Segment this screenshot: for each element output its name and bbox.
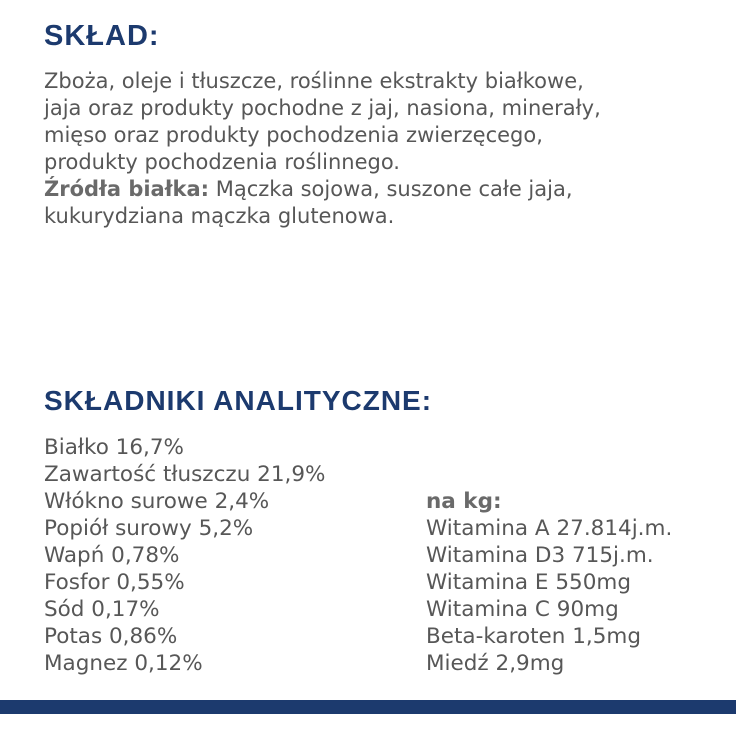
analytical-item: Sód 0,17%: [44, 597, 160, 622]
vitamin-item: Witamina D3 715j.m.: [426, 543, 654, 568]
composition-line: jaja oraz produkty pochodne z jaj, nasiona, minerały,: [44, 96, 601, 120]
protein-sources-line: [44, 176, 724, 203]
analytical-item: Włókno surowe 2,4%: [44, 489, 270, 514]
analytical-item: Wapń 0,78%: [44, 543, 180, 568]
vitamin-item: Beta-karoten 1,5mg: [426, 624, 642, 649]
analytical-item: Białko 16,7%: [44, 435, 184, 460]
composition-line: Zboża, oleje i tłuszcze, roślinne ekstrakty białkowe,: [44, 69, 584, 93]
vitamin-item: Witamina A 27.814j.m.: [426, 516, 673, 541]
protein-sources-label: Źródła białka:: [44, 177, 210, 201]
composition-title: SKŁAD:: [44, 20, 160, 52]
analytical-item: Zawartość tłuszczu 21,9%: [44, 462, 326, 487]
protein-sources-text: Mączka sojowa, suszone całe jaja,: [209, 177, 573, 201]
analytical-item: Potas 0,86%: [44, 624, 178, 649]
analytical-item: Fosfor 0,55%: [44, 570, 185, 595]
protein-sources-line-2: kukurydziana mączka glutenowa.: [44, 204, 395, 228]
bottom-bar: [0, 700, 736, 714]
vitamin-item: Witamina E 550mg: [426, 570, 631, 595]
analytical-item: Magnez 0,12%: [44, 651, 203, 676]
composition-line: produkty pochodzenia roślinnego.: [44, 150, 400, 174]
composition-line: mięso oraz produkty pochodzenia zwierzęcego,: [44, 123, 543, 147]
vitamins-list: [426, 488, 672, 677]
composition-text: [44, 68, 724, 230]
vitamin-item: Witamina C 90mg: [426, 597, 619, 622]
analytical-left-list: [44, 434, 325, 677]
analytical-item: Popiół surowy 5,2%: [44, 516, 254, 541]
vitamin-item: Miedź 2,9mg: [426, 651, 565, 676]
per-kg-label: na kg:: [426, 489, 502, 514]
analytical-title: SKŁADNIKI ANALITYCZNE:: [44, 385, 433, 416]
